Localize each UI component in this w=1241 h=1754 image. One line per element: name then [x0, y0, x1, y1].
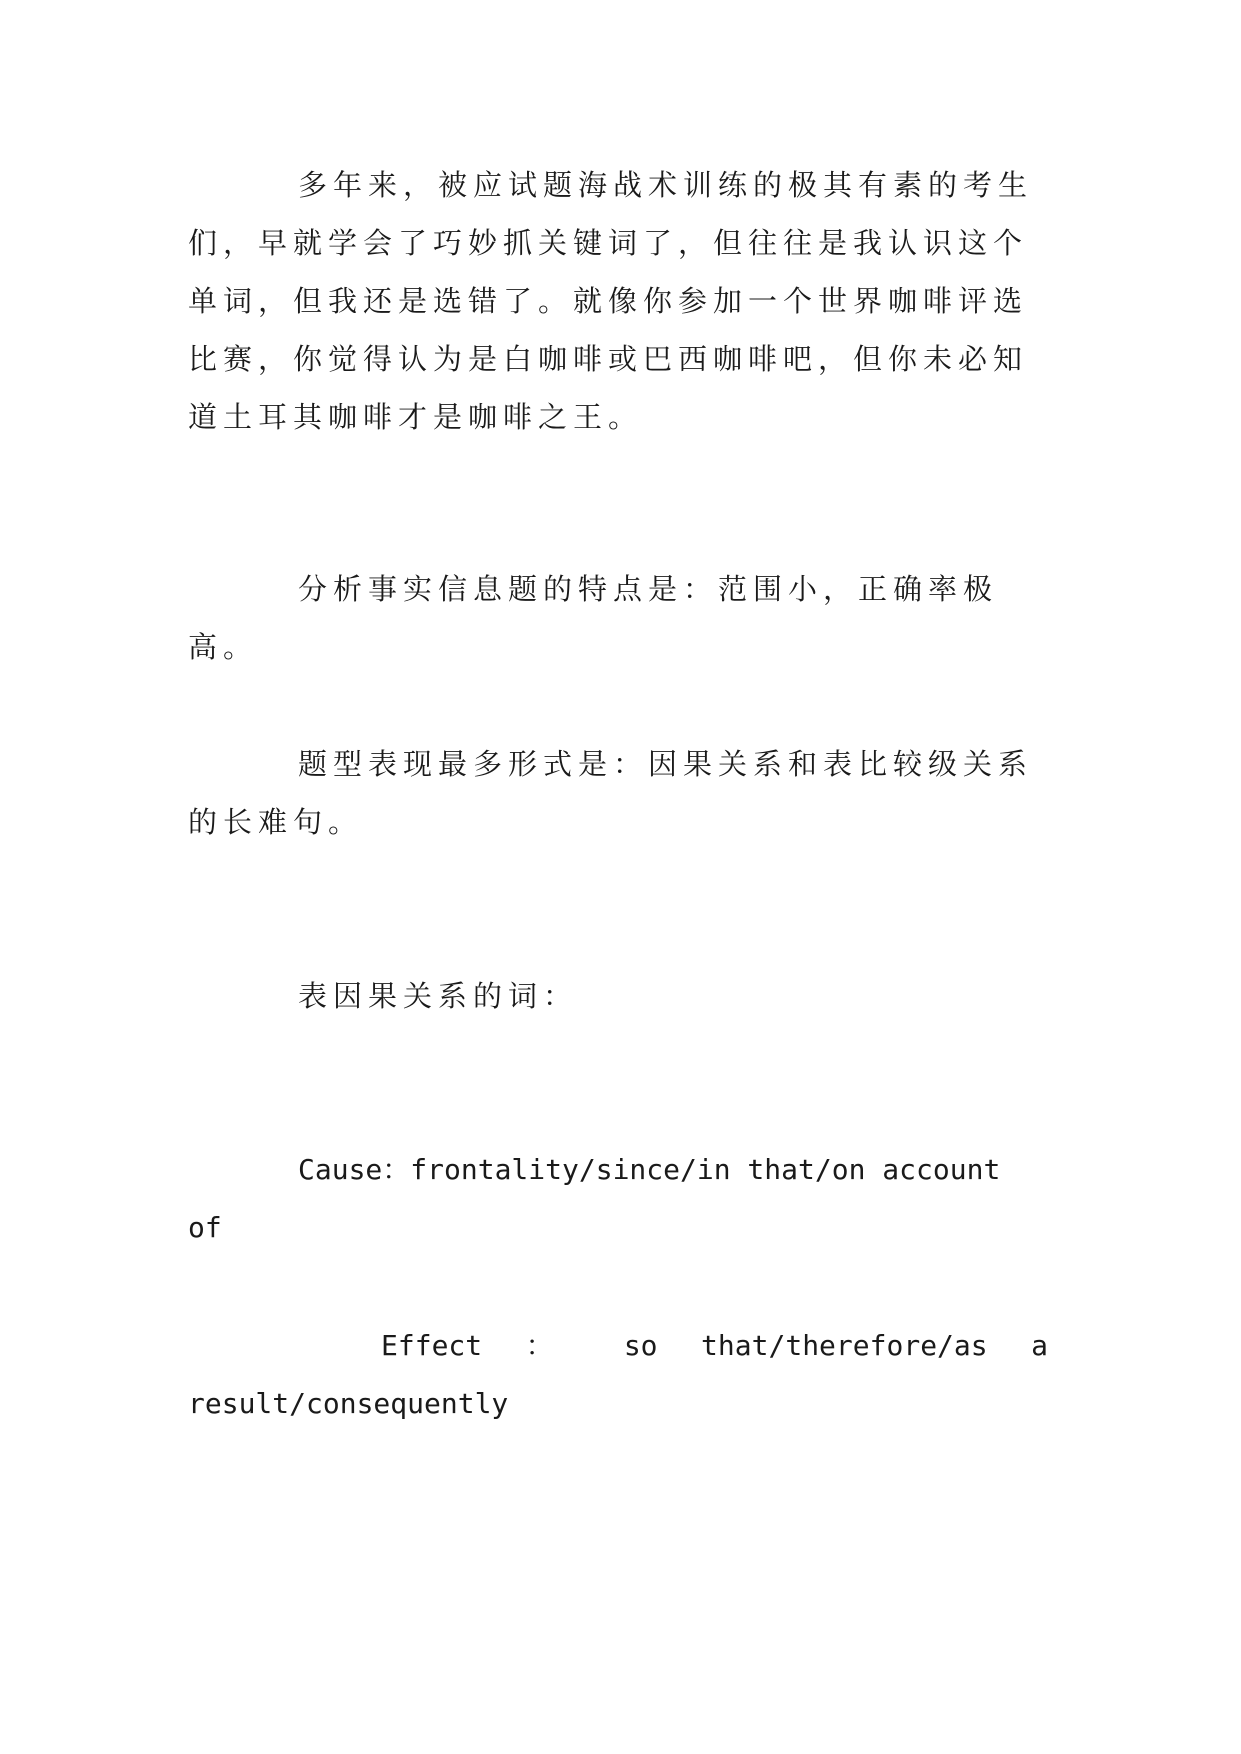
paragraph-question-forms: 题型表现最多形式是：因果关系和表比较级关系的长难句。: [188, 747, 1034, 839]
paragraph-cause-words: Cause：frontality/since/in that/on account of: [188, 1153, 1001, 1244]
paragraph-fact-question-features: 分析事实信息题的特点是：范围小，正确率极高。: [188, 572, 999, 664]
paragraph-causal-words-heading: 表因果关系的词：: [298, 979, 579, 1013]
paragraph-effect-words: Effect ： so that/therefore/as a result/consequently: [188, 1329, 1048, 1420]
paragraph-exam-keywords: 多年来，被应试题海战术训练的极其有素的考生们，早就学会了巧妙抓关键词了，但往往是我认识这个单词，但我还是选错了。就像你参加一个世界咖啡评选比赛，你觉得认为是白咖啡或巴西咖啡吧，但你未必知道土耳其咖啡才是咖啡之王。: [188, 168, 1034, 434]
